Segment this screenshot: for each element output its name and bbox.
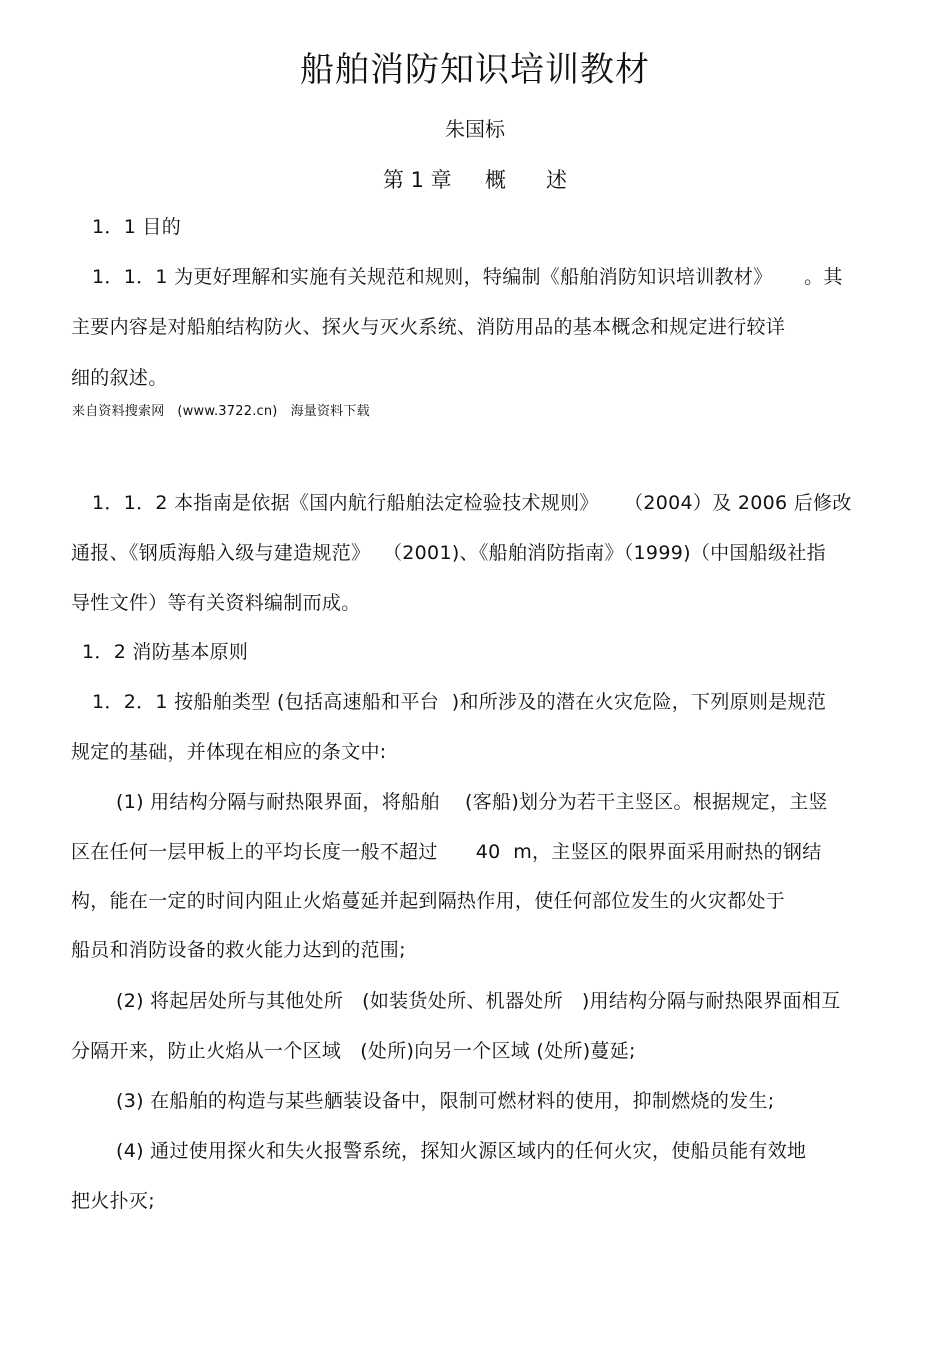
paragraph-line: (3) 在船舶的构造与某些舾装设备中，限制可燃材料的使用，抑制燃烧的发生; bbox=[116, 1090, 775, 1112]
paragraph-line: 1．2．1 按船舶类型 (包括高速船和平台 )和所涉及的潜在火灾危险，下列原则是规范 bbox=[92, 691, 827, 713]
paragraph-line: 构，能在一定的时间内阻止火焰蔓延并起到隔热作用，使任何部位发生的火灾都处于 bbox=[71, 890, 786, 912]
document-title: 船舶消防知识培训教材 bbox=[300, 50, 650, 90]
chapter-heading: 第 1 章 概 述 bbox=[382, 168, 568, 192]
paragraph-line: 主要内容是对船舶结构防火、探火与灭火系统、消防用品的基本概念和规定进行较详 bbox=[71, 316, 786, 338]
paragraph-line: 细的叙述。 bbox=[71, 367, 168, 389]
paragraph-line: 把火扑灭; bbox=[71, 1190, 155, 1212]
paragraph-line: 1．1．2 本指南是依据《国内航行船舶法定检验技术规则》 （2004）及 2006 后修改 bbox=[92, 492, 852, 514]
section-heading-1-1: 1．1 目的 bbox=[92, 216, 182, 238]
paragraph-line: 区在任何一层甲板上的平均长度一般不超过 40 m，主竖区的限界面采用耐热的钢结 bbox=[71, 841, 822, 863]
paragraph-line: 分隔开来，防止火焰从一个区域 (处所)向另一个区域 (处所)蔓延; bbox=[71, 1040, 636, 1062]
paragraph-line: (2) 将起居处所与其他处所 (如装货处所、机器处所 )用结构分隔与耐热限界面相互 bbox=[116, 990, 841, 1012]
paragraph-line: 规定的基础，并体现在相应的条文中: bbox=[71, 741, 387, 763]
paragraph-line: 1．1．1 为更好理解和实施有关规范和规则，特编制《船舶消防知识培训教材》 。其 bbox=[92, 266, 843, 288]
paragraph-line: (4) 通过使用探火和失火报警系统，探知火源区域内的任何火灾，使船员能有效地 bbox=[116, 1140, 807, 1162]
source-note: 来自资料搜索网 (www.3722.cn) 海量资料下载 bbox=[72, 404, 370, 419]
section-heading-1-2: 1．2 消防基本原则 bbox=[82, 641, 249, 663]
paragraph-line: 船员和消防设备的救火能力达到的范围; bbox=[71, 939, 406, 961]
paragraph-line: (1) 用结构分隔与耐热限界面，将船舶 (客船)划分为若干主竖区。根据规定，主竖 bbox=[116, 791, 828, 813]
document-author: 朱国标 bbox=[445, 117, 505, 141]
paragraph-line: 导性文件）等有关资料编制而成。 bbox=[71, 592, 361, 614]
paragraph-line: 通报、《钢质海船入级与建造规范》 （2001)、《船舶消防指南》（1999)（中国船级社指 bbox=[71, 542, 826, 564]
